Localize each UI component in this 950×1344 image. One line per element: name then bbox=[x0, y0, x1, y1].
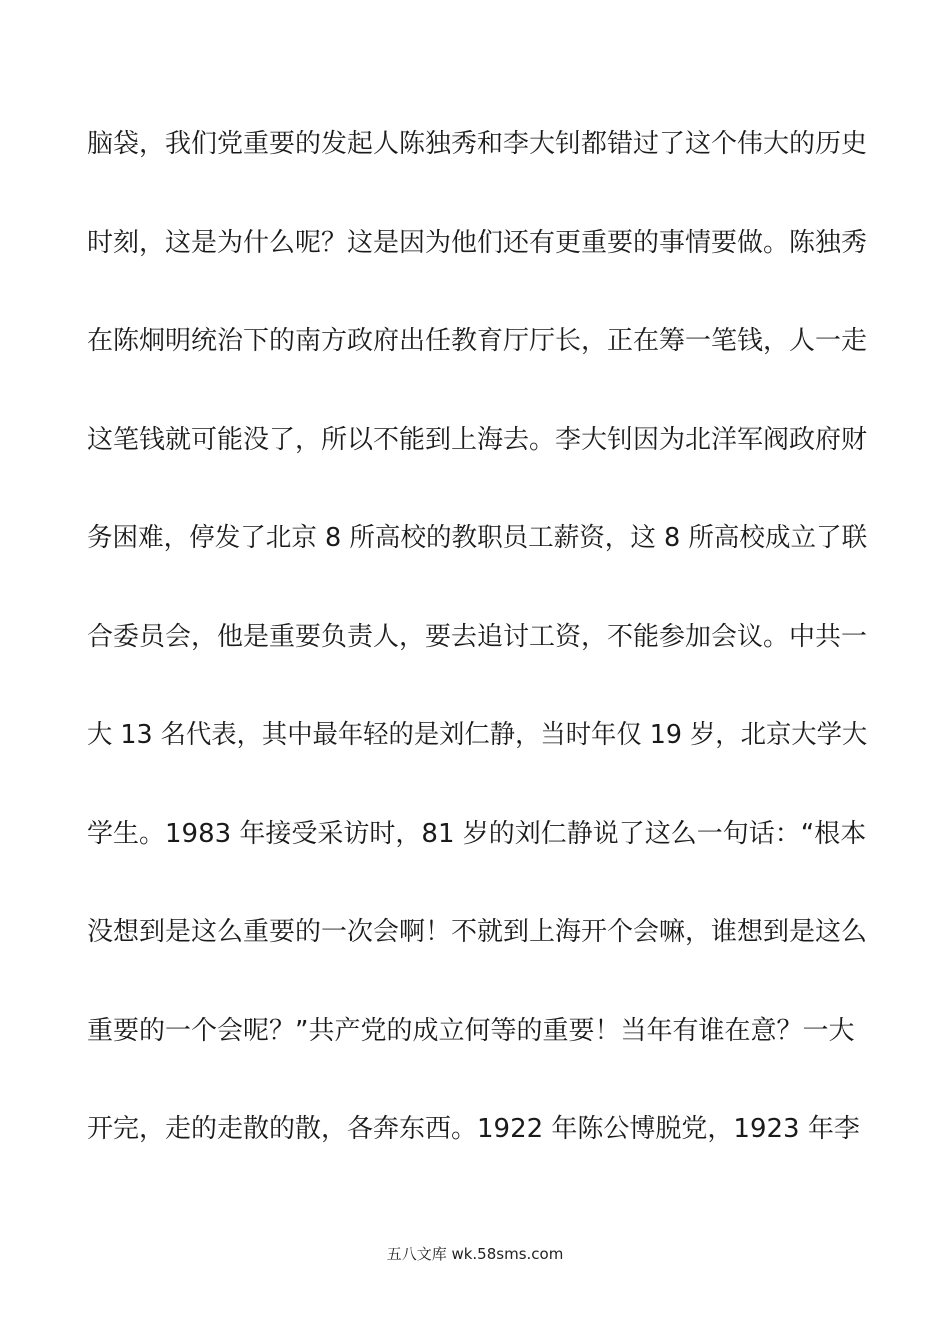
text-line: 重要的一个会呢？”共产党的成立何等的重要！当年有谁在意？一大 bbox=[87, 1015, 855, 1046]
text-line: 时刻，这是为什么呢？这是因为他们还有更重要的事情要做。陈独秀 bbox=[87, 227, 868, 258]
text-line: 开完，走的走散的散，各奔东西。1922 年陈公博脱党，1923 年李 bbox=[87, 1114, 860, 1144]
text-line: 在陈炯明统治下的南方政府出任教育厅厅长，正在筹一笔钱，人一走 bbox=[87, 326, 868, 356]
text-line: 学生。1983 年接受采访时，81 岁的刘仁静说了这么一句话：“根本 bbox=[87, 818, 867, 849]
text-line: 合委员会，他是重要负责人，要去追讨工资，不能参加会议。中共一 bbox=[87, 621, 868, 652]
body-text bbox=[87, 122, 867, 1206]
text-line: 这笔钱就可能没了，所以不能到上海去。李大钊因为北洋军阀政府财 bbox=[87, 424, 868, 455]
text-line: 脑袋，我们党重要的发起人陈独秀和李大钊都错过了这个伟大的历史 bbox=[87, 129, 868, 159]
text-line: 没想到是这么重要的一次会啊！不就到上海开个会嘛，谁想到是这么 bbox=[87, 917, 868, 947]
footer-watermark: 五八文库 wk.58sms.com bbox=[386, 1245, 564, 1263]
text-line: 大 13 名代表，其中最年轻的是刘仁静，当时年仅 19 岁，北京大学大 bbox=[87, 720, 868, 750]
text-line: 务困难，停发了北京 8 所高校的教职员工薪资，这 8 所高校成立了联 bbox=[87, 523, 868, 553]
